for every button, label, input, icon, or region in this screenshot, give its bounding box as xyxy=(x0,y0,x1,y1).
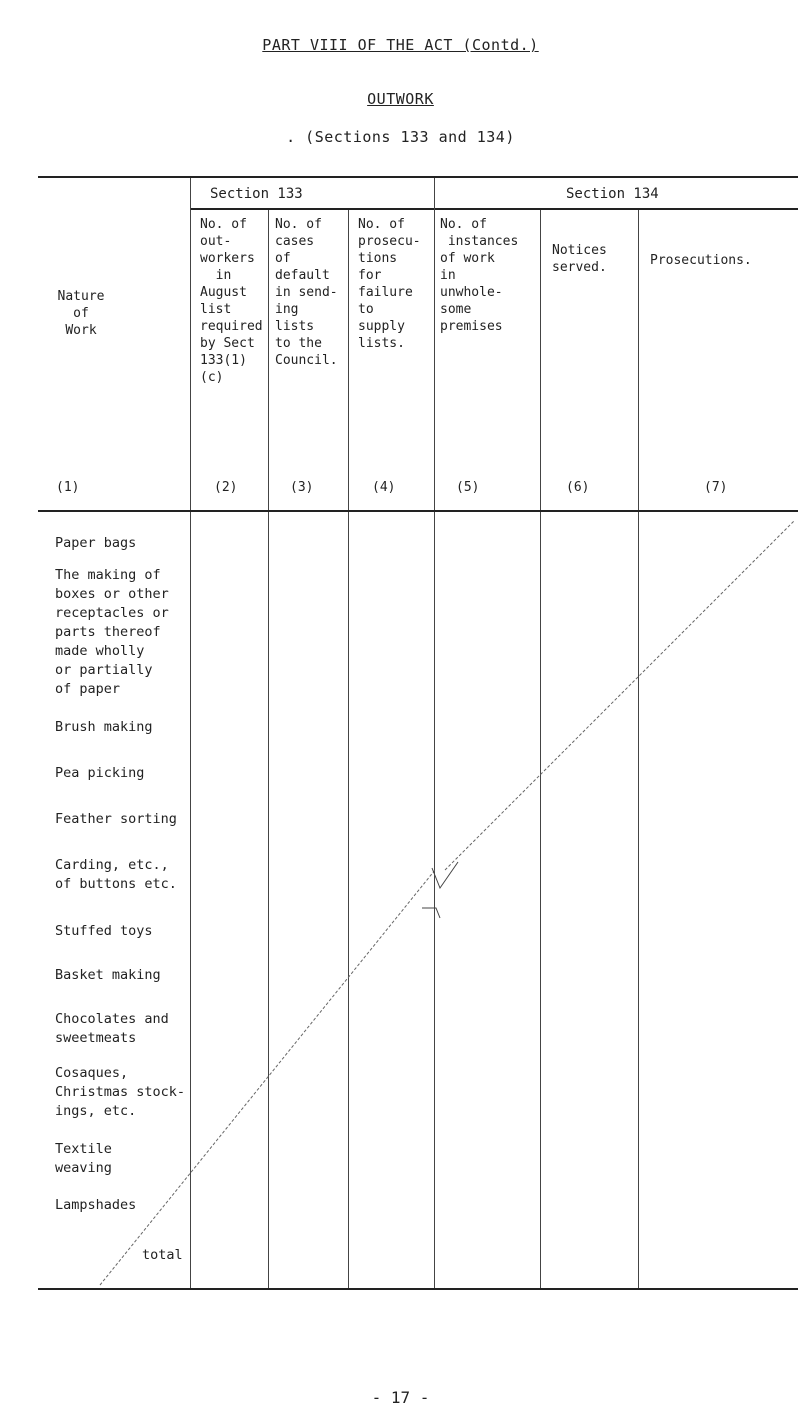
column-header-2: No. of out- workers in August list required by Sect 133(1) (c) xyxy=(200,217,263,385)
column-number-5: (5) xyxy=(456,480,480,495)
sections-reference: . (Sections 133 and 134) xyxy=(286,128,515,146)
row-label-total: total xyxy=(142,1247,183,1263)
row-label: Lampshades xyxy=(55,1197,137,1213)
row-label: The making of boxes or other receptacles or parts thereof made wholly or partially of paper xyxy=(55,567,169,697)
column-number-6: (6) xyxy=(566,480,590,495)
column-number-3: (3) xyxy=(290,480,314,495)
page-number: - 17 - xyxy=(371,1388,430,1407)
column-header-4: No. of prosecu- tions for failure to supply lists. xyxy=(358,217,421,351)
row-label: Stuffed toys xyxy=(55,923,153,939)
row-label: Cosaques, Christmas stock- ings, etc. xyxy=(55,1065,186,1119)
row-label: Pea picking xyxy=(55,765,145,781)
column-number-2: (2) xyxy=(214,480,238,495)
row-label: Brush making xyxy=(55,719,153,735)
row-label: Feather sorting xyxy=(55,811,177,827)
table-bottom-rule xyxy=(38,1288,798,1290)
column-number-1: (1) xyxy=(56,480,80,495)
page-subtitle: OUTWORK xyxy=(367,90,434,108)
row-label: Textile weaving xyxy=(55,1141,112,1176)
column-number-7: (7) xyxy=(704,480,728,495)
column-header-6: Notices served. xyxy=(552,243,607,275)
row-label: Chocolates and sweetmeats xyxy=(55,1011,169,1046)
row-label: Basket making xyxy=(55,967,161,983)
column-header-1: Nature of Work xyxy=(57,289,105,338)
column-number-4: (4) xyxy=(372,480,396,495)
row-label: Paper bags xyxy=(55,535,137,551)
page-title: PART VIII OF THE ACT (Contd.) xyxy=(262,36,539,54)
row-label: Carding, etc., of buttons etc. xyxy=(55,857,177,892)
column-header-3: No. of cases of default in send- ing lists to the Council. xyxy=(275,217,338,368)
section-133-label: Section 133 xyxy=(210,186,303,202)
section-134-label: Section 134 xyxy=(566,186,659,202)
column-header-5: No. of instances of work in unwhole- some premises xyxy=(440,217,519,334)
column-header-7: Prosecutions. xyxy=(650,253,752,268)
